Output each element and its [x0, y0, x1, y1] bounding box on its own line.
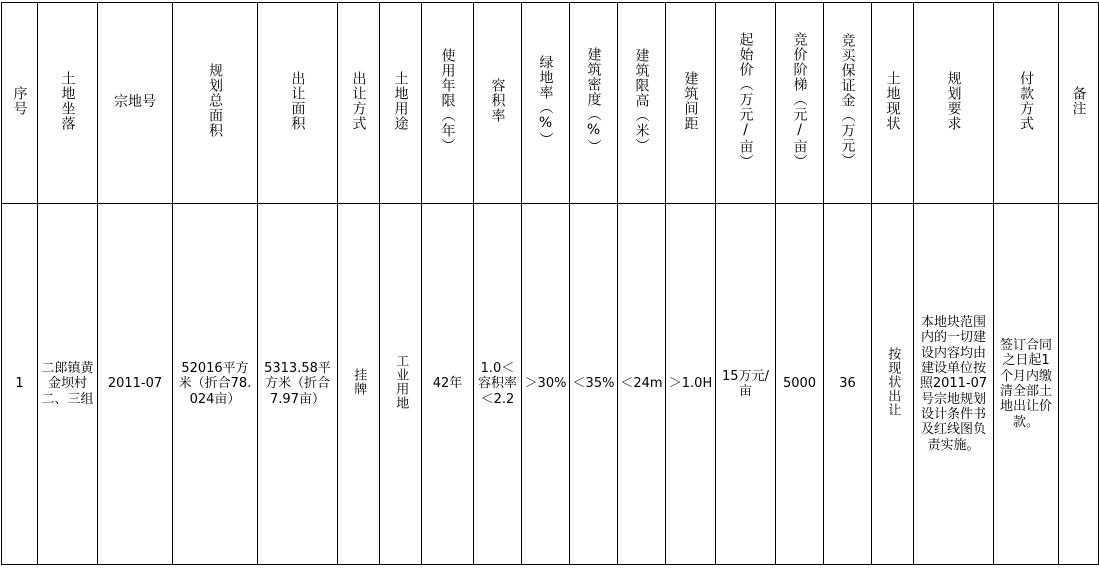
cell-grant-area-text: 5313.58平方米（折合7.97亩）: [264, 361, 331, 407]
cell-plan-area-text: 52016平方米（折合78.024亩）: [178, 361, 252, 407]
column-header-status-label: 土地现状: [884, 70, 901, 131]
column-header-seq-label: 序号: [11, 85, 28, 116]
cell-plan-req: [914, 204, 994, 565]
cell-density: [570, 204, 618, 565]
column-header-grant-area: [258, 3, 338, 204]
column-header-parcel-no: [98, 3, 173, 204]
cell-green: [522, 204, 570, 565]
column-header-payment-label: 付款方式: [1018, 70, 1035, 131]
cell-parcel-no: 2011-07: [98, 204, 173, 565]
cell-bid-step: 5000: [776, 204, 824, 565]
cell-spacing: [666, 204, 716, 565]
cell-payment: [994, 204, 1059, 565]
cell-seq: 1: [2, 204, 38, 565]
cell-land-use-text: 工业用地: [393, 353, 409, 410]
cell-start-price: [716, 204, 776, 565]
column-header-years: [422, 3, 474, 204]
table-header-row: [2, 3, 1099, 204]
column-header-green: [522, 3, 570, 204]
cell-grant-area: [258, 204, 338, 565]
column-header-location-label: 土地坐落: [59, 70, 76, 131]
table-row: [2, 204, 1099, 565]
cell-plan-area: [173, 204, 258, 565]
cell-location-text: 二郎镇黄金坝村二、三组: [41, 361, 94, 407]
column-header-deposit: [824, 3, 872, 204]
cell-status-text: 按现状出让: [885, 346, 901, 417]
cell-years: 42年: [422, 204, 474, 565]
cell-start-price-text: 15万元/亩: [722, 368, 769, 399]
column-header-height-label: 建筑限高（米）: [633, 48, 650, 154]
column-header-method: [338, 3, 380, 204]
land-grant-table-sheet: [0, 2, 1087, 568]
cell-far: [474, 204, 522, 565]
column-header-green-label: 绿地率（%）: [537, 54, 554, 147]
cell-method-text: 挂牌: [351, 367, 367, 396]
cell-method: [338, 204, 380, 565]
column-header-years-label: 使用年限（年）: [439, 48, 456, 154]
column-header-plan-area-label: 规划总面积: [207, 63, 224, 139]
column-header-grant-area-label: 出让面积: [289, 70, 306, 131]
cell-land-use: [380, 204, 422, 565]
land-grant-table: [1, 2, 1099, 565]
cell-plan-req-text: 本地块范围内的一切建设内容均由建设单位按照2011-07号宗地规划设计条件书及红线图负责实施。: [919, 315, 988, 453]
cell-density-text: ＜35%: [572, 376, 615, 392]
column-header-bid-step-label: 竞价阶梯（元/亩）: [791, 32, 808, 170]
cell-height: [618, 204, 666, 565]
column-header-start-price-label: 起始价（万元/亩）: [737, 32, 754, 170]
cell-far-text: 1.0＜容积率＜2.2: [477, 361, 517, 407]
cell-deposit: 36: [824, 204, 872, 565]
column-header-density: [570, 3, 618, 204]
column-header-remark-label: 备注: [1070, 85, 1087, 116]
column-header-far: [474, 3, 522, 204]
column-header-payment: [994, 3, 1059, 204]
cell-spacing-text: ＞1.0H: [668, 376, 713, 392]
cell-green-text: ＞30%: [524, 376, 567, 392]
column-header-status: [872, 3, 914, 204]
cell-remark: [1059, 204, 1099, 565]
column-header-spacing-label: 建筑间距: [682, 70, 699, 131]
column-header-plan-req: [914, 3, 994, 204]
column-header-land-use-label: 土地用途: [392, 70, 409, 131]
column-header-density-label: 建筑密度（%）: [585, 47, 602, 155]
cell-location: [38, 204, 98, 565]
column-header-parcel-no-label: 宗地号: [114, 94, 156, 111]
cell-status: [872, 204, 914, 565]
cell-height-text: ＜24m: [620, 376, 663, 392]
cell-payment-text: 签订合同之日起1个月内缴清全部土地出让价款。: [999, 338, 1052, 430]
column-header-plan-area: [173, 3, 258, 204]
column-header-start-price: [716, 3, 776, 204]
column-header-height: [618, 3, 666, 204]
column-header-deposit-label: 竞买保证金（万元）: [839, 33, 856, 169]
column-header-remark: [1059, 3, 1099, 204]
column-header-plan-req-label: 规划要求: [945, 70, 962, 131]
column-header-land-use: [380, 3, 422, 204]
column-header-far-label: 容积率: [489, 78, 506, 124]
column-header-method-label: 出让方式: [350, 70, 367, 131]
column-header-seq: [2, 3, 38, 204]
column-header-location: [38, 3, 98, 204]
column-header-spacing: [666, 3, 716, 204]
column-header-bid-step: [776, 3, 824, 204]
